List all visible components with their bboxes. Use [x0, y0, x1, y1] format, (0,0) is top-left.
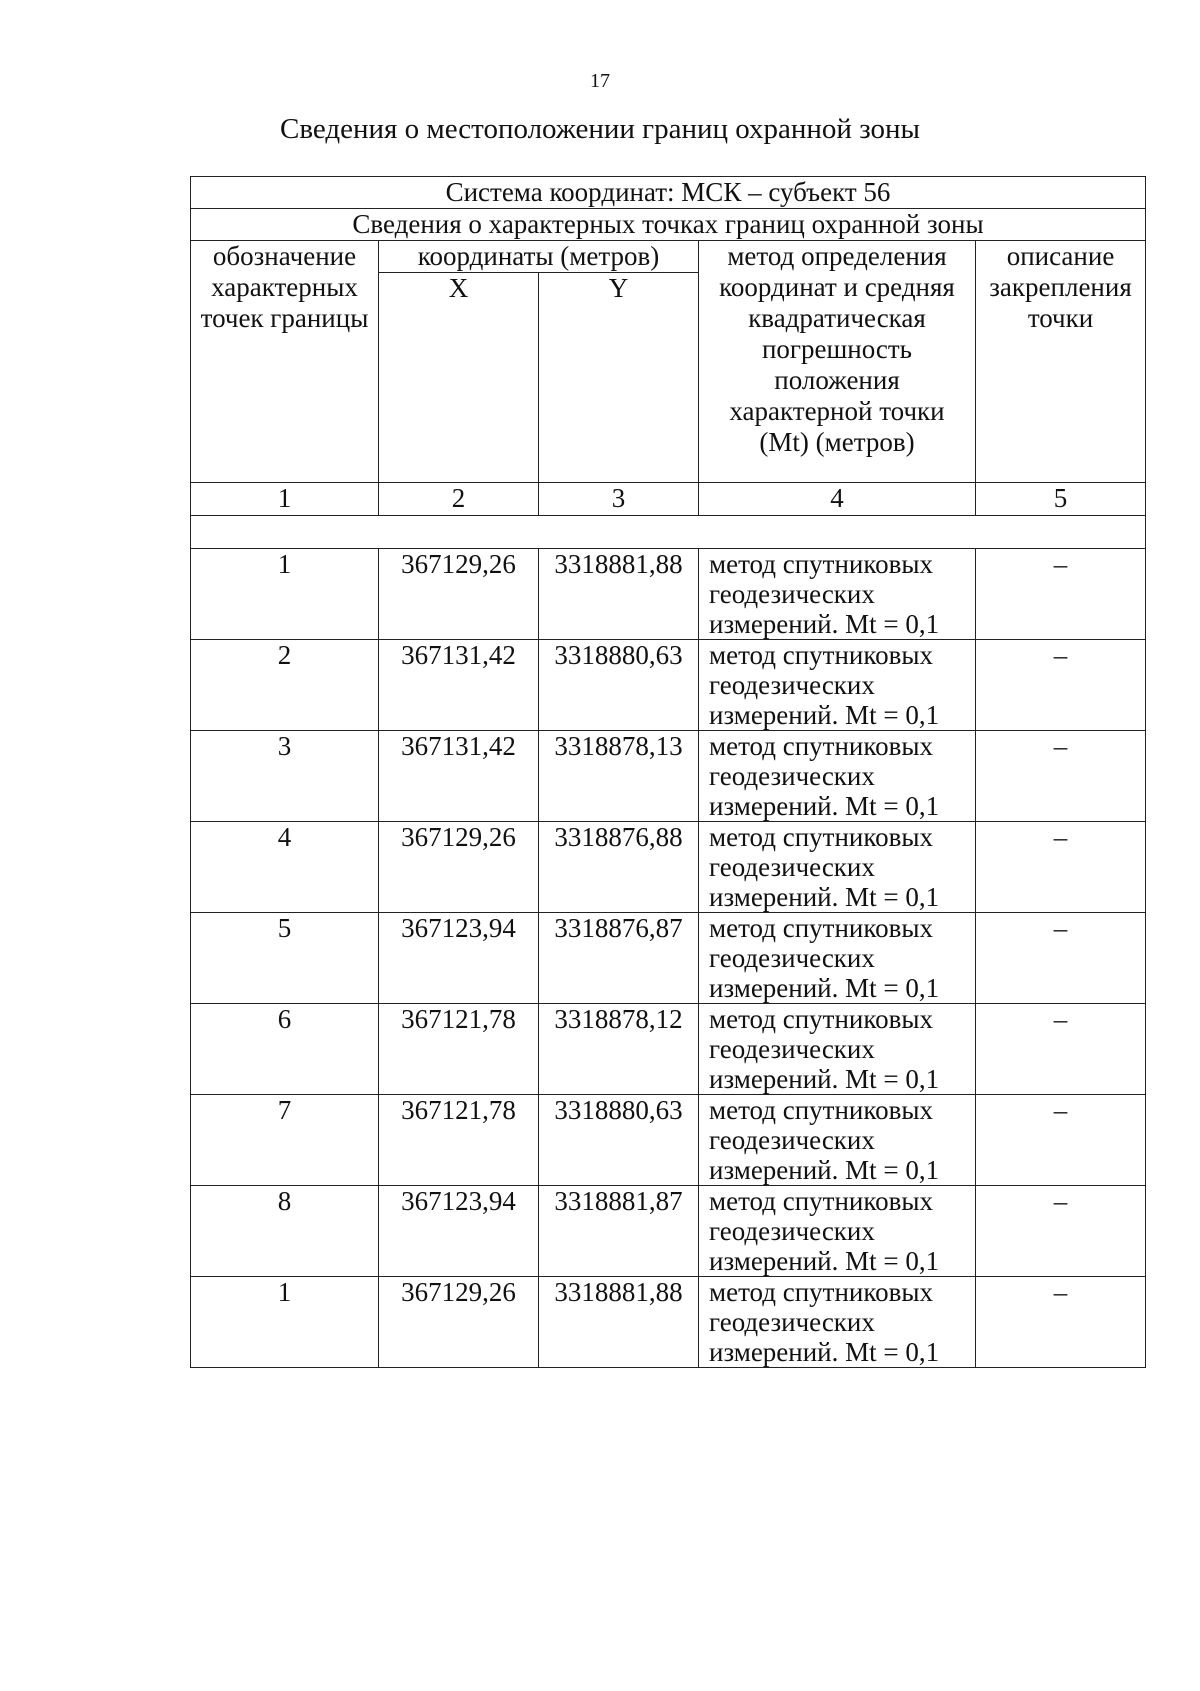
y-cell: 3318880,63 — [539, 640, 699, 731]
header-description: описание закрепления точки — [976, 241, 1146, 483]
table-row — [191, 1095, 1146, 1186]
table-row — [191, 913, 1146, 1004]
y-cell: 3318881,88 — [539, 1277, 699, 1368]
header-point: обозначение характерных точек границы — [191, 241, 379, 483]
column-number: 2 — [379, 483, 539, 516]
description-cell: – — [976, 913, 1146, 1004]
x-cell: 367129,26 — [379, 1277, 539, 1368]
spacer-row — [191, 516, 1146, 549]
point-cell: 2 — [191, 640, 379, 731]
method-cell: метод спутниковых геодезических измерений. Mt = 0,1 — [699, 822, 976, 913]
table-row — [191, 822, 1146, 913]
header-y: Y — [539, 273, 699, 483]
y-cell: 3318878,12 — [539, 1004, 699, 1095]
method-cell: метод спутниковых геодезических измерений. Mt = 0,1 — [699, 1095, 976, 1186]
table-row — [191, 1004, 1146, 1095]
table-row — [191, 1186, 1146, 1277]
point-cell: 7 — [191, 1095, 379, 1186]
x-cell: 367121,78 — [379, 1004, 539, 1095]
method-cell: метод спутниковых геодезических измерений. Mt = 0,1 — [699, 1186, 976, 1277]
x-cell: 367129,26 — [379, 549, 539, 640]
boundary-points-table — [190, 176, 1146, 1368]
header-method: метод определения координат и средняя квадратическая погрешность положения характерной точки (Mt) (метров) — [699, 241, 976, 483]
method-cell: метод спутниковых геодезических измерений. Mt = 0,1 — [699, 1277, 976, 1368]
method-cell: метод спутниковых геодезических измерений. Mt = 0,1 — [699, 913, 976, 1004]
point-cell: 6 — [191, 1004, 379, 1095]
column-number: 4 — [699, 483, 976, 516]
y-cell: 3318881,88 — [539, 549, 699, 640]
y-cell: 3318876,87 — [539, 913, 699, 1004]
column-number: 5 — [976, 483, 1146, 516]
description-cell: – — [976, 731, 1146, 822]
y-cell: 3318876,88 — [539, 822, 699, 913]
x-cell: 367121,78 — [379, 1095, 539, 1186]
method-cell: метод спутниковых геодезических измерений. Mt = 0,1 — [699, 1004, 976, 1095]
column-number: 1 — [191, 483, 379, 516]
x-cell: 367123,94 — [379, 1186, 539, 1277]
description-cell: – — [976, 640, 1146, 731]
header-x: X — [379, 273, 539, 483]
description-cell: – — [976, 822, 1146, 913]
description-cell: – — [976, 1095, 1146, 1186]
table-row — [191, 731, 1146, 822]
description-cell: – — [976, 1004, 1146, 1095]
description-cell: – — [976, 549, 1146, 640]
x-cell: 367131,42 — [379, 731, 539, 822]
method-cell: метод спутниковых геодезических измерений. Mt = 0,1 — [699, 640, 976, 731]
x-cell: 367131,42 — [379, 640, 539, 731]
point-cell: 1 — [191, 549, 379, 640]
page-number: 17 — [590, 70, 610, 92]
x-cell: 367129,26 — [379, 822, 539, 913]
point-cell: 4 — [191, 822, 379, 913]
table-row — [191, 640, 1146, 731]
document-title: Сведения о местоположении границ охранной зоны — [279, 113, 920, 145]
y-cell: 3318878,13 — [539, 731, 699, 822]
description-cell: – — [976, 1277, 1146, 1368]
table-row — [191, 1277, 1146, 1368]
coordinate-system-title: Система координат: МСК – субъект 56 — [191, 177, 1146, 209]
y-cell: 3318880,63 — [539, 1095, 699, 1186]
section-title: Сведения о характерных точках границ охранной зоны — [191, 209, 1146, 241]
point-cell: 8 — [191, 1186, 379, 1277]
point-cell: 1 — [191, 1277, 379, 1368]
table-row — [191, 549, 1146, 640]
point-cell: 5 — [191, 913, 379, 1004]
method-cell: метод спутниковых геодезических измерений. Mt = 0,1 — [699, 731, 976, 822]
y-cell: 3318881,87 — [539, 1186, 699, 1277]
x-cell: 367123,94 — [379, 913, 539, 1004]
point-cell: 3 — [191, 731, 379, 822]
column-number: 3 — [539, 483, 699, 516]
header-coordinates: координаты (метров) — [379, 241, 699, 273]
method-cell: метод спутниковых геодезических измерений. Mt = 0,1 — [699, 549, 976, 640]
description-cell: – — [976, 1186, 1146, 1277]
